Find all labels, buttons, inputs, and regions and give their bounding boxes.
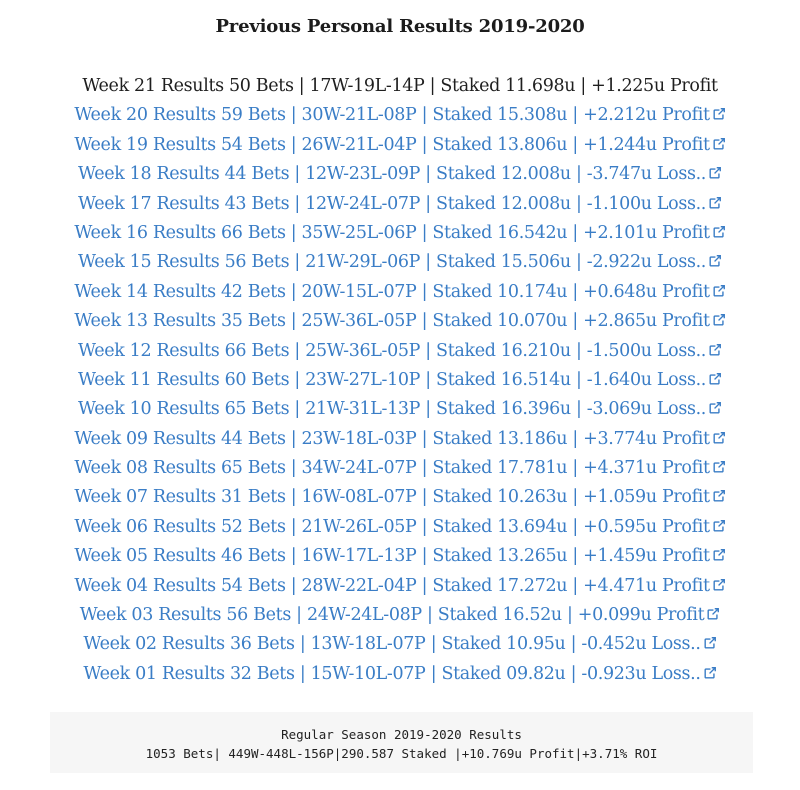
list-item [0, 190, 800, 219]
external-link-icon [708, 254, 722, 268]
list-item [0, 454, 800, 483]
summary-heading: Regular Season 2019-2020 Results [281, 727, 522, 742]
current-week-text: Week 21 Results 50 Bets | 17W-19L-14P | Staked 11.698u | +1.225u Profit [82, 76, 718, 96]
week-result-link[interactable] [74, 105, 725, 125]
list-item [0, 425, 800, 454]
week-result-link[interactable] [78, 194, 722, 214]
week-result-text: Week 19 Results 54 Bets | 26W-21L-04P | Staked 13.806u | +1.244u Profit [74, 134, 710, 155]
external-link-icon [706, 607, 720, 621]
external-link-icon [708, 166, 722, 180]
week-result-link[interactable] [74, 458, 725, 478]
week-result-text: Week 12 Results 66 Bets | 25W-36L-05P | Staked 16.210u | -1.500u Loss.. [77, 340, 707, 361]
list-item [0, 542, 800, 571]
external-link-icon [712, 431, 726, 445]
list-item [0, 660, 800, 689]
week-result-text: Week 02 Results 36 Bets | 13W-18L-07P | Staked 10.95u | -0.452u Loss.. [83, 634, 701, 655]
week-result-text: Week 08 Results 65 Bets | 34W-24L-07P | Staked 17.781u | +4.371u Profit [74, 458, 710, 479]
external-link-icon [703, 666, 717, 680]
week-result-link[interactable] [74, 282, 725, 302]
list-item [0, 483, 800, 512]
week-result-link[interactable] [78, 164, 722, 184]
week-result-link[interactable] [74, 546, 725, 566]
list-item [0, 219, 800, 248]
external-link-icon [712, 460, 726, 474]
external-link-icon [712, 489, 726, 503]
external-link-icon [712, 107, 726, 121]
list-item [0, 513, 800, 542]
week-result-text: Week 06 Results 52 Bets | 21W-26L-05P | Staked 13.694u | +0.595u Profit [74, 516, 710, 537]
external-link-icon [712, 137, 726, 151]
season-summary [50, 712, 753, 773]
external-link-icon [703, 636, 717, 650]
week-result-text: Week 15 Results 56 Bets | 21W-29L-06P | Staked 15.506u | -2.922u Loss.. [77, 252, 707, 273]
week-result-text: Week 10 Results 65 Bets | 21W-31L-13P | Staked 16.396u | -3.069u Loss.. [77, 399, 707, 420]
week-result-text: Week 01 Results 32 Bets | 15W-10L-07P | Staked 09.82u | -0.923u Loss.. [83, 663, 701, 684]
list-item [0, 337, 800, 366]
summary-line: 1053 Bets| 449W-448L-156P|290.587 Staked |+10.769u Profit|+3.71% ROI [145, 746, 658, 761]
page-title: Previous Personal Results 2019-2020 [215, 16, 585, 37]
week-result-text: Week 03 Results 56 Bets | 24W-24L-08P | Staked 16.52u | +0.099u Profit [79, 605, 705, 626]
week-result-link[interactable] [78, 399, 722, 419]
list-item [0, 601, 800, 630]
week-result-link[interactable] [78, 370, 722, 390]
week-result-text: Week 07 Results 31 Bets | 16W-08L-07P | Staked 10.263u | +1.059u Profit [74, 487, 710, 508]
week-result-text: Week 05 Results 46 Bets | 16W-17L-13P | Staked 13.265u | +1.459u Profit [74, 546, 710, 567]
list-item [0, 572, 800, 601]
week-result-link[interactable] [74, 576, 725, 596]
week-result-link[interactable] [74, 517, 725, 537]
list-item [0, 101, 800, 130]
external-link-icon [708, 372, 722, 386]
list-item [0, 395, 800, 424]
week-result-link[interactable] [78, 341, 722, 361]
week-result-link[interactable] [74, 429, 725, 449]
external-link-icon [712, 225, 726, 239]
week-result-text: Week 14 Results 42 Bets | 20W-15L-07P | Staked 10.174u | +0.648u Profit [74, 281, 710, 302]
week-result-text: Week 20 Results 59 Bets | 30W-21L-08P | Staked 15.308u | +2.212u Profit [74, 105, 710, 126]
external-link-icon [712, 578, 726, 592]
week-result-text: Week 16 Results 66 Bets | 35W-25L-06P | Staked 16.542u | +2.101u Profit [74, 222, 710, 243]
external-link-icon [708, 343, 722, 357]
list-item [0, 278, 800, 307]
week-result-link[interactable] [83, 634, 716, 654]
current-week-result [0, 72, 800, 101]
week-result-link[interactable] [83, 664, 716, 684]
week-result-text: Week 09 Results 44 Bets | 23W-18L-03P | Staked 13.186u | +3.774u Profit [74, 428, 710, 449]
week-result-text: Week 18 Results 44 Bets | 12W-23L-09P | Staked 12.008u | -3.747u Loss.. [77, 164, 707, 185]
week-result-link[interactable] [74, 223, 725, 243]
week-result-text: Week 11 Results 60 Bets | 23W-27L-10P | Staked 16.514u | -1.640u Loss.. [77, 369, 707, 390]
list-item [0, 307, 800, 336]
week-result-link[interactable] [74, 135, 725, 155]
list-item [0, 160, 800, 189]
external-link-icon [712, 284, 726, 298]
external-link-icon [708, 196, 722, 210]
external-link-icon [708, 401, 722, 415]
external-link-icon [712, 519, 726, 533]
week-result-text: Week 04 Results 54 Bets | 28W-22L-04P | Staked 17.272u | +4.471u Profit [74, 575, 710, 596]
results-list [0, 72, 800, 689]
week-result-text: Week 17 Results 43 Bets | 12W-24L-07P | Staked 12.008u | -1.100u Loss.. [77, 193, 707, 214]
week-result-link[interactable] [78, 252, 722, 272]
list-item [0, 248, 800, 277]
list-item [0, 630, 800, 659]
week-result-text: Week 13 Results 35 Bets | 25W-36L-05P | Staked 10.070u | +2.865u Profit [74, 311, 710, 332]
week-result-link[interactable] [74, 311, 725, 331]
external-link-icon [712, 313, 726, 327]
week-result-link[interactable] [74, 487, 725, 507]
list-item [0, 131, 800, 160]
week-result-link[interactable] [80, 605, 721, 625]
list-item [0, 366, 800, 395]
external-link-icon [712, 548, 726, 562]
